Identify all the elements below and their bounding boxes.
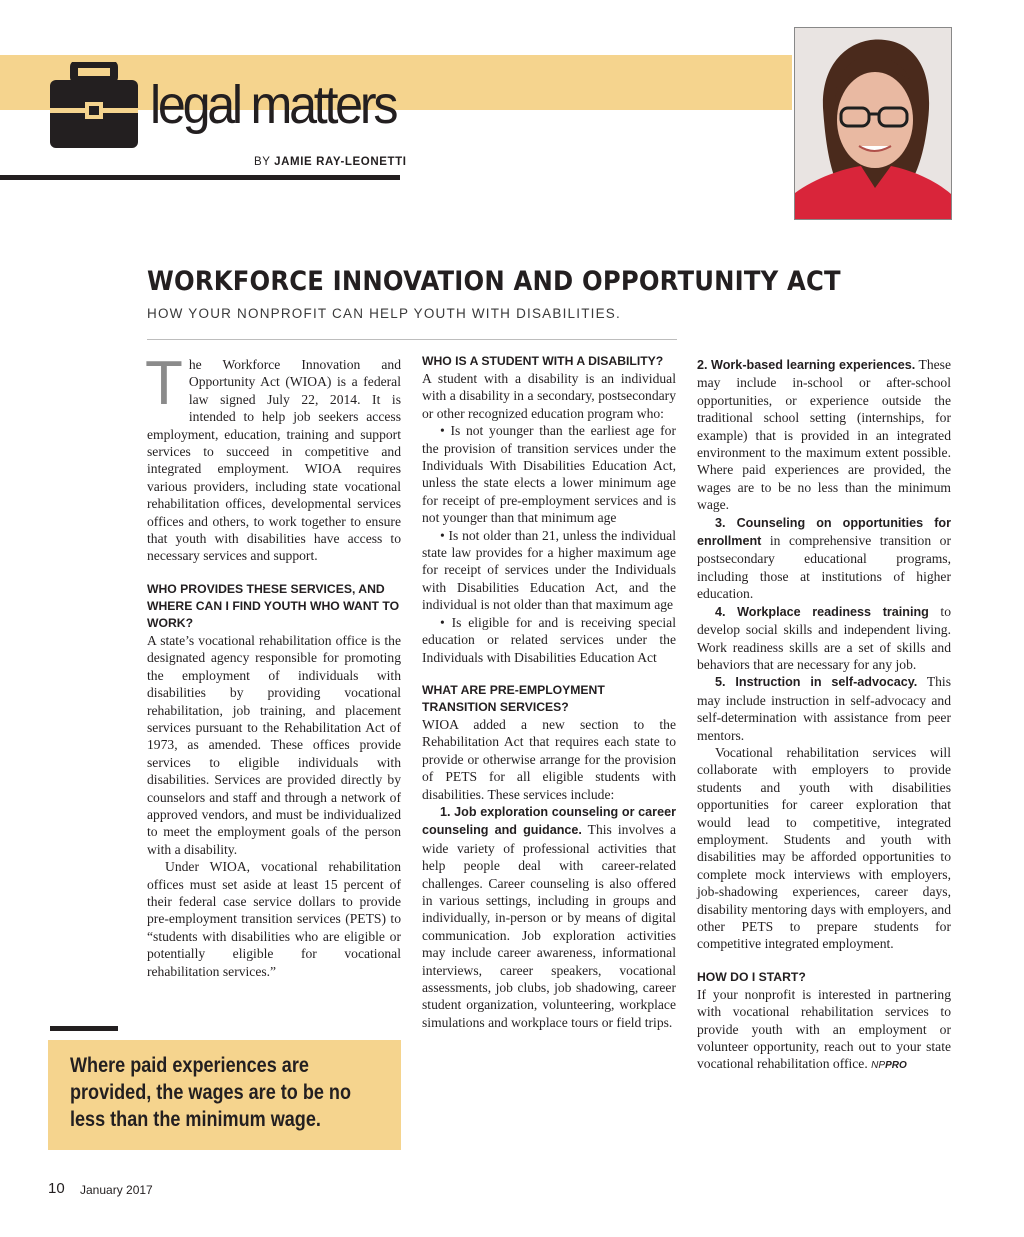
byline-prefix: BY <box>254 156 271 168</box>
column-3 <box>697 356 951 1075</box>
item-text: These may include in-school or after-school opportunities, or experience outside the traditional school setting (internships, for example) that is provided in an integrated environment to the maximum extent possible. Where paid experiences are provided, the wages are to be no less than the minimum wage. <box>697 357 951 513</box>
author-photo <box>794 27 952 220</box>
paragraph: A student with a disability is an individual with a disability in a secondary, postsecondary or other recognized education program who: <box>422 371 676 421</box>
item-label: 1. Job exploration counseling or career counseling and guidance. <box>422 804 676 838</box>
pullquote-text: Where paid experiences are provided, the wages are to be no less than the minimum wage. <box>70 1054 351 1131</box>
briefcase-icon <box>48 62 140 150</box>
npro-endmark: NPPRO <box>871 1060 907 1072</box>
page-number: 10 <box>48 1180 65 1197</box>
closing-text: If your nonprofit is interested in partnering with vocational rehabilitation services to provide youth with an employment or volunteer opportunity, reach out to your state vocational rehabilitation office. <box>697 986 951 1072</box>
article-subhead: HOW YOUR NONPROFIT CAN HELP YOUTH WITH DISABILITIES. <box>147 306 621 321</box>
article-headline: WORKFORCE INNOVATION AND OPPORTUNITY ACT <box>147 266 841 297</box>
author-name: JAMIE RAY-LEONETTI <box>274 156 407 168</box>
column-1 <box>145 349 401 980</box>
item-label: 3. Counseling on opportunities for enrollment <box>697 515 951 549</box>
bullet-item: • Is eligible for and is receiving special education or related services under the Individuals with Disabilities Education Act <box>422 614 676 665</box>
item-text: This involves a wide variety of professional activities that help people deal with career-related challenges. Career counseling is also offered in various settings, including in groups and individually, in-person or by means of digital communication. Job exploration activities may include career awareness, informational interviews, career speakers, vocational assessments, job clubs, job shadowing, career student organization, volunteering, workplace simulations and workplace tours or field trips. <box>422 822 676 1030</box>
heading-who-is-student: WHO IS A STUDENT WITH A DISABILITY? <box>422 354 664 368</box>
header-rule <box>0 175 400 180</box>
item-label: 2. Work-based learning experiences. <box>697 358 916 372</box>
byline <box>254 156 407 168</box>
paragraph: WIOA added a new section to the Rehabilitation Act that requires each state to provide or otherwise arrange for the provision of PETS for all eligible students with disabilities. These services include: <box>422 716 676 802</box>
list-item-3 <box>697 514 951 603</box>
issue-date: January 2017 <box>80 1183 153 1197</box>
paragraph: Under WIOA, vocational rehabilitation offices must set aside at least 15 percent of their federal case service dollars to provide pre-employment transition services (PETS) to “students with disabilities who are eligible or potentially eligible for vocational rehabilitation services.” <box>147 859 401 979</box>
bullet-item: • Is not older than 21, unless the individual state law provides for a higher maximum age for receipt of services under the Individuals with Disabilities Education Act, and the individual is not older than that maximum age <box>422 527 676 613</box>
paragraph: Vocational rehabilitation services will collaborate with employers to provide students and youth with disabilities opportunities for career exploration that would lead to competitive, integrated employment. Students and youth with disabilities may be afforded opportunities to complete mock interviews with employers, job-shadowing experiences, career days, disability mentoring days with employers, and other PETS to prepare students for competitive integrated employment. <box>697 744 951 952</box>
section-title: legal matters <box>150 75 396 135</box>
item-text: This may include instruction in self-advocacy and self-determination with assistance from peer mentors. <box>697 674 951 743</box>
heading-how-start: HOW DO I START? <box>697 969 806 984</box>
heading-pre-employment: WHAT ARE PRE-EMPLOYMENT TRANSITION SERVICES? <box>422 682 605 714</box>
drop-cap: T <box>145 349 183 418</box>
paragraph: A state’s vocational rehabilitation office is the designated agency responsible for promoting the employment of individuals with disabilities by providing vocational rehabilitation, job training, and placement services pursuant to the Rehabilitation Act of 1973, as amended. These offices provide services to eligible individuals with disabilities. Services are provided directly by counselors and staff and through a network of approved vendors, and must be individualized to meet the employment goals of the person with a disability. <box>147 632 401 857</box>
item-label: 5. Instruction in self-advocacy. <box>715 675 918 690</box>
item-label: 4. Workplace readiness training <box>715 604 929 619</box>
intro-paragraph <box>145 349 401 565</box>
pullquote-rule <box>50 1026 118 1031</box>
list-item-5 <box>697 673 951 744</box>
closing-paragraph <box>697 986 951 1075</box>
list-item-2 <box>697 356 951 514</box>
divider <box>147 339 677 340</box>
bullet-item: • Is not younger than the earliest age for the provision of transition services under the Individuals With Disabilities Education Act, unless the state elects a lower minimum age for receipt of pre-employment services and is not younger than that minimum age <box>422 423 676 526</box>
intro-text: he Workforce Innovation and Opportunity Act (WIOA) is a federal law signed July 22, 2014. It is intended to help job seekers access employment, education, training and support services to succeed in competitive and integrated employment. WIOA requires various providers, including state vocational rehabilitation offices, developmental services offices and others, to work together to ensure that youth with disabilities have access to necessary services and support. <box>147 357 401 564</box>
column-2 <box>422 353 676 1031</box>
list-item-4 <box>697 603 951 674</box>
heading-who-provides: WHO PROVIDES THESE SERVICES, AND WHERE CAN I FIND YOUTH WHO WANT TO WORK? <box>147 581 400 630</box>
list-item-1 <box>422 803 676 1031</box>
item-text: in comprehensive transition or postsecondary educational programs, including those at institutions of higher education. <box>697 533 951 602</box>
item-text: to develop social skills and independent living. Work readiness skills are a set of skills and behaviors that are necessary for any job. <box>697 603 951 672</box>
